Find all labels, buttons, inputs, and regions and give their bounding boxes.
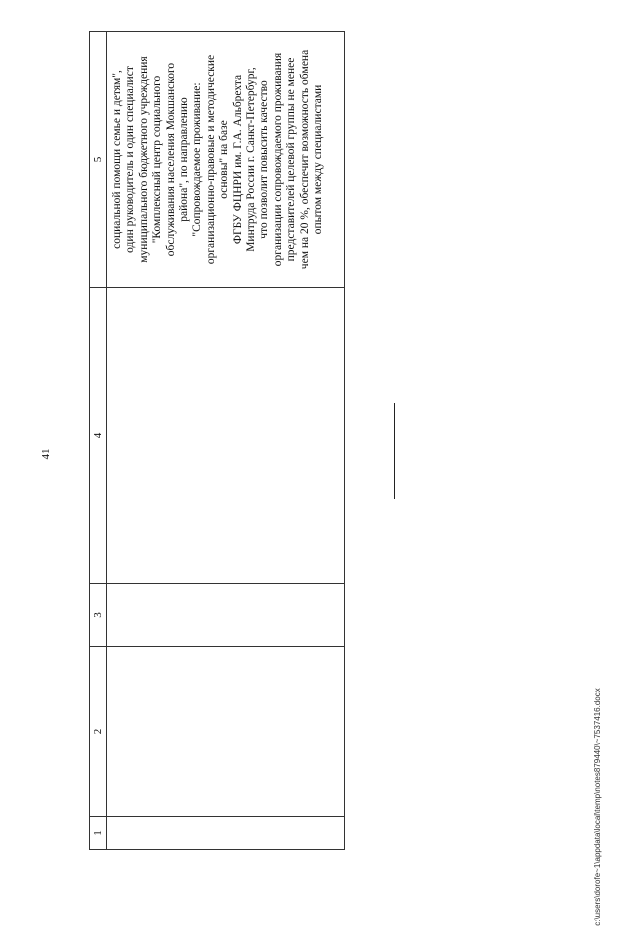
footer-file-path xyxy=(591,688,605,926)
description-line: чем на 20 %, обеспечит возможность обмена xyxy=(298,49,311,270)
cell-col-1 xyxy=(107,817,345,850)
header-col-1: 1 xyxy=(90,817,107,850)
description-line: представителей целевой группы не менее xyxy=(285,57,298,262)
cell-col-3 xyxy=(107,584,345,647)
description-line: один руководитель и один специалист xyxy=(124,66,137,253)
cell-col-5-description xyxy=(107,32,345,288)
header-col-4: 4 xyxy=(90,288,107,584)
description-line: организационно-правовые и методические xyxy=(204,54,217,265)
header-col-5: 5 xyxy=(90,32,107,288)
cell-col-2 xyxy=(107,647,345,817)
header-col-2: 2 xyxy=(90,647,107,817)
page-number: 41 xyxy=(40,448,52,460)
description-line: района", по направлению xyxy=(178,97,191,222)
description-line: основы" на базе xyxy=(218,120,231,199)
description-line: организации сопровождаемого проживания xyxy=(271,52,284,267)
description-line: что позволит повысить качество xyxy=(258,80,271,239)
description-line: обслуживания населения Мокшанского xyxy=(164,62,177,257)
description-line: Минтруда России г. Санкт-Петербург, xyxy=(245,67,258,252)
cell-col-4 xyxy=(107,288,345,584)
table-header-row xyxy=(90,32,107,850)
description-line: опытом между специалистами xyxy=(312,84,325,235)
header-col-3: 3 xyxy=(90,584,107,647)
table-row xyxy=(107,32,345,850)
description-line: ФГБУ ФЦНРИ им. Г.А. Альбрехта xyxy=(231,74,244,245)
rotated-table-container xyxy=(89,32,345,850)
program-table xyxy=(89,31,345,850)
description-line: муниципального бюджетного учреждения xyxy=(137,56,150,263)
description-line: социальной помощи семье и детям", xyxy=(111,70,123,249)
description-line: "Сопровождаемое проживание: xyxy=(191,82,204,237)
description-line: "Комплексный центр социального xyxy=(151,75,164,244)
footer-file-path-text: c:\users\dorofe~1\appdata\local\temp\notes879440\~7537416.docx xyxy=(593,688,602,926)
rotated-table-inner xyxy=(89,32,345,850)
signature-line xyxy=(394,403,395,499)
